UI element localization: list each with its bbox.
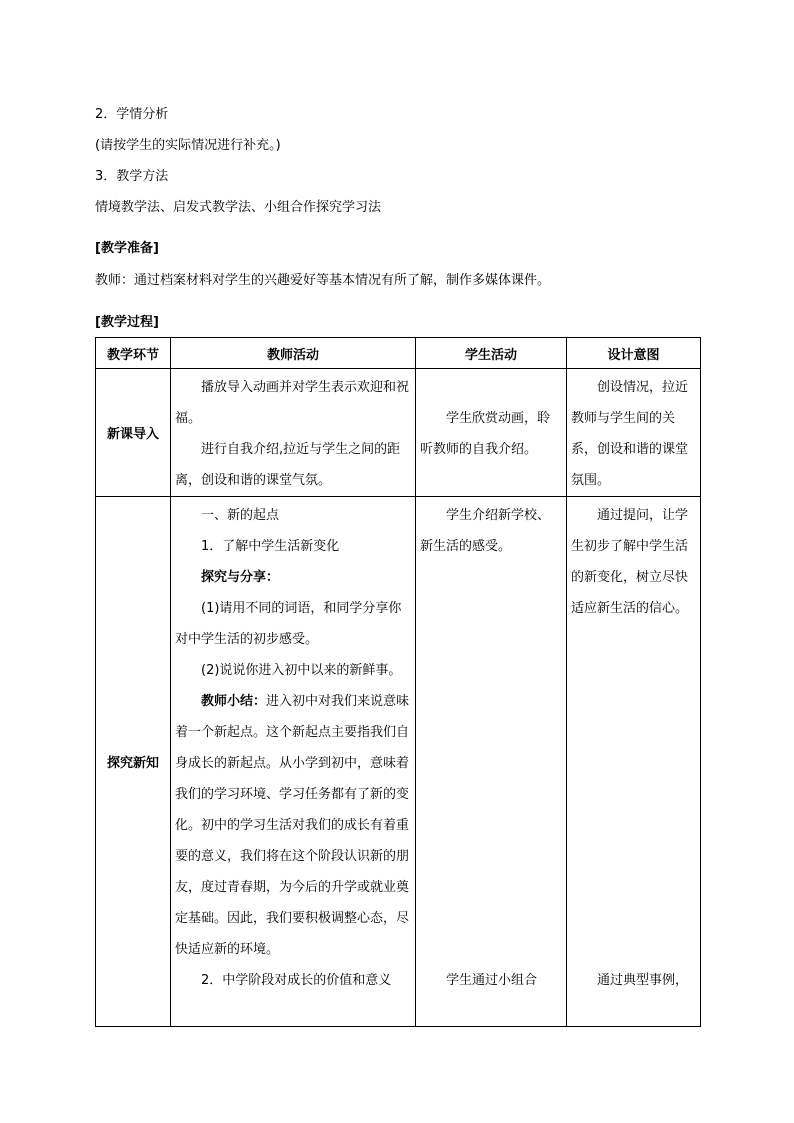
student-paragraph: 学生通过小组合 xyxy=(446,973,538,988)
header-student-activity: 学生活动 xyxy=(416,338,567,369)
teacher-paragraph: 一、新的起点 xyxy=(201,508,280,523)
student-paragraph: 学生介绍新学校、新生活的感受。 xyxy=(420,508,551,554)
teacher-paragraph: (1)请用不同的词语，和同学分享你对中学生活的初步感受。 xyxy=(175,601,402,647)
teacher-paragraph: 2．中学阶段对成长的价值和意义 xyxy=(201,973,392,988)
design-intent-intro xyxy=(567,369,701,497)
stage-explore: 探究新知 xyxy=(96,497,171,1027)
teacher-paragraph: 播放导入动画并对学生表示欢迎和祝福。 xyxy=(175,380,410,426)
heading-teaching-methods: 3．教学方法 xyxy=(95,169,169,184)
header-teacher-activity: 教师活动 xyxy=(171,338,416,369)
teacher-summary-label: 教师小结： xyxy=(201,694,267,709)
learner-analysis-note: (请按学生的实际情况进行补充。) xyxy=(95,138,281,153)
prep-title: [教学准备] xyxy=(95,241,159,256)
header-stage: 教学环节 xyxy=(96,338,171,369)
table-row xyxy=(96,369,701,497)
student-activity-explore xyxy=(416,497,567,1027)
design-intent-explore xyxy=(567,497,701,1027)
prep-content: 教师：通过档案材料对学生的兴趣爱好等基本情况有所了解，制作多媒体课件。 xyxy=(95,273,551,288)
teaching-methods-text: 情境教学法、启发式教学法、小组合作探究学习法 xyxy=(95,200,382,215)
intent-paragraph: 创设情况，拉近教师与学生间的关系，创设和谐的课堂氛围。 xyxy=(571,380,689,488)
explore-share-label: 探究与分享： xyxy=(201,570,280,585)
process-title: [教学过程] xyxy=(95,315,159,330)
heading-learner-analysis: 2．学情分析 xyxy=(95,107,169,122)
header-design-intent: 设计意图 xyxy=(567,338,701,369)
teacher-summary-text: 进入初中对我们来说意味着一个新起点。这个新起点主要指我们自身成长的新起点。从小学到初中，意味着我们的学习环境、学习任务都有了新的变化。初中的学习生活对我们的成长有着重要的意义，我们将在这个阶段认识新的朋友，度过青春期，为今后的升学或就业奠定基础。因此，我们要积极调整心态，尽快适应新的环境。 xyxy=(175,694,410,957)
table-row xyxy=(96,497,701,1027)
table-header-row xyxy=(96,338,701,369)
teacher-summary xyxy=(175,686,411,965)
teaching-process-table xyxy=(95,337,701,1027)
student-paragraph: 学生欣赏动画，聆听教师的自我介绍。 xyxy=(420,411,551,457)
stage-intro: 新课导入 xyxy=(96,369,171,497)
teacher-activity-explore xyxy=(171,497,416,1027)
teacher-paragraph: (2)说说你进入初中以来的新鲜事。 xyxy=(201,663,402,678)
student-activity-intro xyxy=(416,369,567,497)
teacher-paragraph: 1．了解中学生活新变化 xyxy=(201,539,340,554)
intent-paragraph: 通过典型事例， xyxy=(597,973,689,988)
intent-paragraph: 通过提问，让学生初步了解中学生活的新变化，树立尽快适应新生活的信心。 xyxy=(571,508,689,616)
teacher-activity-intro xyxy=(171,369,416,497)
teacher-paragraph: 进行自我介绍,拉近与学生之间的距离，创设和谐的课堂气氛。 xyxy=(175,442,401,488)
